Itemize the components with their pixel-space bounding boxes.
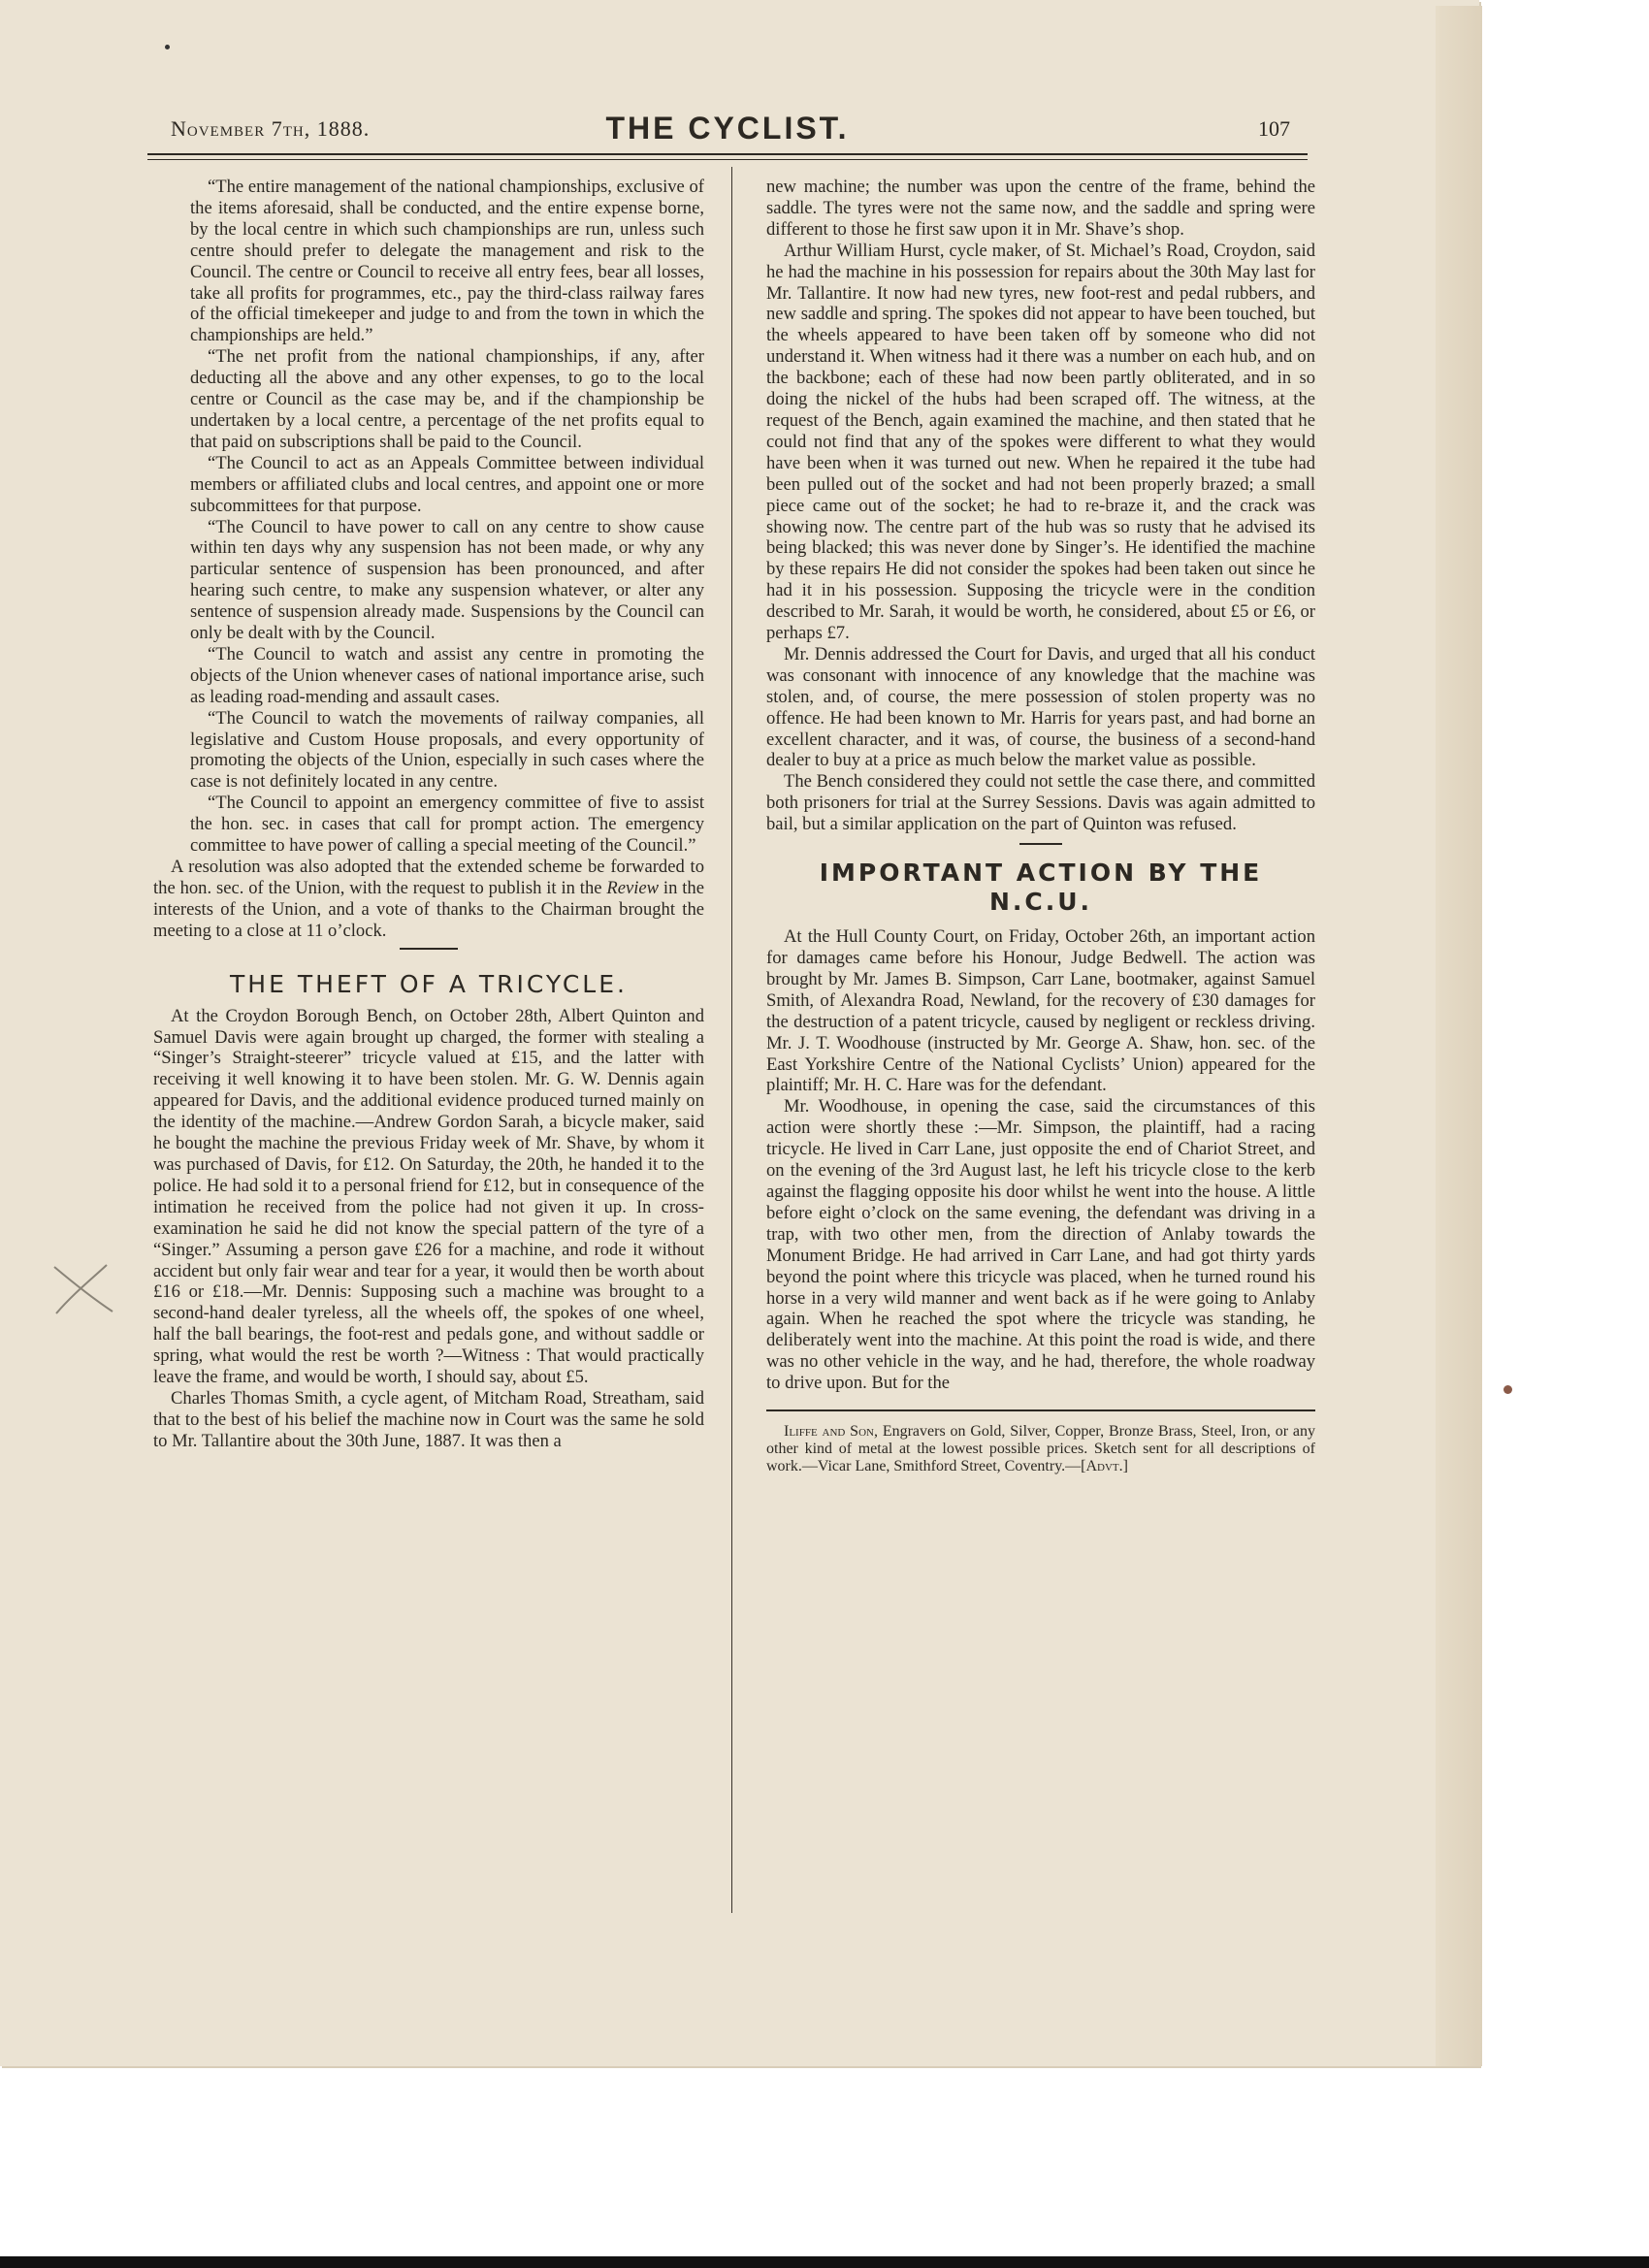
article-paragraph: Mr. Dennis addressed the Court for Davis, and urged that all his conduct was consonant with innocence of any knowledge that the machine was stolen, and, of course, the mere possession of stolen property was no offence. He had been known to Mr. Harris for years past, and had borne an excellent character, and it was, of course, the business of a second-hand dealer to buy at a price as much below the market value as possible. <box>766 643 1315 771</box>
article-paragraph: At the Croydon Borough Bench, on October 28th, Albert Quinton and Samuel Davis were again brought up charged, the former with stealing a “Singer’s Straight-steerer” tricycle valued at £15, and the latter with receiving it well knowing it to have been stolen. Mr. G. W. Dennis again appeared for Davis, and the additional evidence produced turned mainly on the identity of the machine.—Andrew Gordon Sarah, a bicycle maker, said he bought the machine the previous Friday week of Mr. Shave, by whom it was purchased of Davis, for £12. On Saturday, the 20th, he handed it to the police. He had sold it to a personal friend for £12, but in consequence of the intimation he received from the police had not given it up. In cross-examination he said he did not know the special pattern of the tyre of a “Singer.” Assuming a person gave £26 for a machine, and rode it without accident but only fair wear and tear for a year, it would then be worth about £16 or £18.—Mr. Dennis: Supposing such a machine was brought to a second-hand dealer tyreless, all the wheels off, the spokes of one wheel, half the ball bearings, the foot-rest and pedals gone, and without saddle or spring, what would the rest be worth ?—Witness : That would practically leave the frame, and would be worth, I should say, about £5. <box>153 1005 704 1388</box>
article-paragraph: At the Hull County Court, on Friday, October 26th, an important action for damages came before his Honour, Judge Bedwell. The action was brought by Mr. James B. Simpson, Carr Lane, bootmaker, against Samuel Smith, of Alexandra Road, Newland, for the recovery of £30 damages for the destruction of a patent tricycle, caused by negligent or reckless driving. Mr. J. T. Woodhouse (instructed by Mr. George A. Shaw, hon. sec. of the East Yorkshire Centre of the National Cyclists’ Union) appeared for the plaintiff; Mr. H. C. Hare was for the defendant. <box>766 926 1315 1096</box>
advert-text: Engravers on Gold, Silver, Copper, Bronze Brass, Steel, Iron, or any other kind of metal at the lowest possible prices. Sketch sent for all descriptions of work.—Vicar Lane, Smithford Street, Coventry.—[ <box>766 1423 1315 1475</box>
pencil-cross-mark <box>48 1261 116 1317</box>
resolution-quote: “The Council to appoint an emergency committee of five to assist the hon. sec. in cases that call for prompt action. The emergency committee to have power of calling a special meeting of the Council.” <box>190 793 704 857</box>
closing-text-end: in the interests of the Union, and a vote of thanks to the Chairman brought the meeting to a close at 11 o’clock. <box>153 877 704 941</box>
masthead <box>147 109 1308 147</box>
issue-date: November 7th, 1888. <box>171 116 371 141</box>
article-paragraph: The Bench considered they could not settle the case there, and committed both prisoners for trial at the Surrey Sessions. Davis was again admitted to bail, but a similar application on the part of Quinton was refused. <box>766 771 1315 835</box>
publication-title: THE CYCLIST. <box>605 111 850 146</box>
article-paragraph: Arthur William Hurst, cycle maker, of St. Michael’s Road, Croydon, said he had the machine in his possession for repairs about the 30th May last for Mr. Tallantire. It now had new tyres, new foot-rest and pedal rubbers, and new saddle and spring. The spokes did not appear to have been touched, but the wheels appeared to have been taken off by someone who did not understand it. When witness had it there was a number on each hub, and on the backbone; each of these had now been partly obliterated, and in so doing the nickel of the hubs had been scraped off. The witness, at the request of the Bench, again examined the machine, and then stated that he could not find that any of the spokes were different to what they would have been when it was turned out new. When he repaired it the tube had been pulled out of the socket and had not been properly brazed; a small piece came out of the socket; he had to re-braze it, and the crack was showing now. The centre part of the hub was so rusty that he advised its being blacked; this was never done by Singer’s. He identified the machine by these repairs He did not consider the spokes had been taken out since he had it in his possession. Supposing the tricycle were in the condition described to Mr. Sarah, it would be worth, he considered, about £5 or £6, or perhaps £7. <box>766 240 1315 644</box>
resolution-quote: “The net profit from the national championships, if any, after deducting all the above and any other expenses, to go to the local centre or Council as the case may be, and if the championship be undertaken by a local centre, a percentage of the net profits equal to that paid on subscriptions shall be paid to the Council. <box>190 346 704 452</box>
header-rule-thick <box>147 153 1308 155</box>
closing-paragraph <box>153 857 704 942</box>
ink-speck <box>165 45 170 49</box>
advertisement <box>766 1423 1315 1475</box>
advert-firm: Iliffe and Son, <box>784 1423 878 1441</box>
resolution-quote: “The Council to have power to call on any centre to show cause within ten days why any suspension has not been made, or why any particular sentence of suspension has been pronounced, and after hearing such centre, to make any suspension whatever, or alter any sentence of suspension already made. Suspensions by the Council can only be dealt with by the Council. <box>190 516 704 644</box>
continued-paragraph: new machine; the number was upon the centre of the frame, behind the saddle. The tyres were not the same now, and the saddle and spring were different to those he first saw upon it in Mr. Shave’s shop. <box>766 177 1315 240</box>
left-column <box>153 177 704 1452</box>
page-number: 107 <box>1258 116 1290 141</box>
page-edge-shadow <box>1436 6 1482 2066</box>
advert-tag: Advt. <box>1085 1458 1123 1475</box>
resolution-quote: “The Council to act as an Appeals Committee between individual members or affiliated clubs and local centres, and appoint one or more subcommittees for that purpose. <box>190 452 704 516</box>
resolution-quote: “The entire management of the national championships, exclusive of the items aforesaid, shall be conducted, and the entire expense borne, by the local centre in which such championships are run, unless such centre should prefer to delegate the management and risk to the Council. The centre or Council to receive all entry fees, bear all losses, take all profits for programmes, etc., pay the third-class railway fares of the official timekeeper and judge to and from the town in which the championships are held.” <box>190 177 704 346</box>
article-paragraph: Charles Thomas Smith, a cycle agent, of Mitcham Road, Streatham, said that to the best of his belief the machine now in Court was the same he sold to Mr. Tallantire about the 30th June, 1887. It was then a <box>153 1387 704 1451</box>
article-paragraph: Mr. Woodhouse, in opening the case, said the circumstances of this action were shortly these :—Mr. Simpson, the plaintiff, had a racing tricycle. He lived in Carr Lane, just opposite the end of Chariot Street, and on the evening of the 3rd August last, he left his tricycle close to the kerb against the flagging opposite his door whilst he went into the house. A little before eight o’clock on the same evening, the defendant was driving in a trap, with two other men, from the direction of Anlaby towards the Monument Bridge. He had arrived in Carr Lane, and had got thirty yards beyond the point where this tricycle was placed, when he turned round his horse in a very wild manner and went back as if he were going to Anlaby again. When he reached the spot where the tricycle was standing, he deliberately went into the machine. At this point the road is wide, and there was no other vehicle in the way, and he had, therefore, the whole roadway to drive upon. But for the <box>766 1096 1315 1394</box>
section-separator <box>400 948 458 950</box>
right-column <box>766 177 1315 1475</box>
advert-close: ] <box>1122 1458 1128 1475</box>
closing-text: A resolution was also adopted that the extended scheme be forwarded to the hon. sec. of the Union, with the request to publish it in the <box>153 857 704 898</box>
section-separator <box>1019 843 1062 845</box>
resolution-quote: “The Council to watch the movements of railway companies, all legislative and Custom House proposals, and every opportunity of promoting the objects of the Union, especially in such cases where the case is not definitely located in any centre. <box>190 707 704 793</box>
header-rule-thin <box>147 159 1308 160</box>
article-heading-ncu: IMPORTANT ACTION BY THE N.C.U. <box>819 859 1263 917</box>
resolution-quote: “The Council to watch and assist any centre in promoting the objects of the Union whenever cases of national importance arise, such as leading road-mending and assault cases. <box>190 643 704 707</box>
stain-speck <box>1504 1385 1512 1394</box>
article-heading-theft: THE THEFT OF A TRICYCLE. <box>230 969 628 998</box>
scan-bottom-border <box>0 2256 1649 2268</box>
column-divider <box>731 167 732 1913</box>
review-title: Review <box>606 877 660 898</box>
advert-rule <box>766 1409 1315 1411</box>
